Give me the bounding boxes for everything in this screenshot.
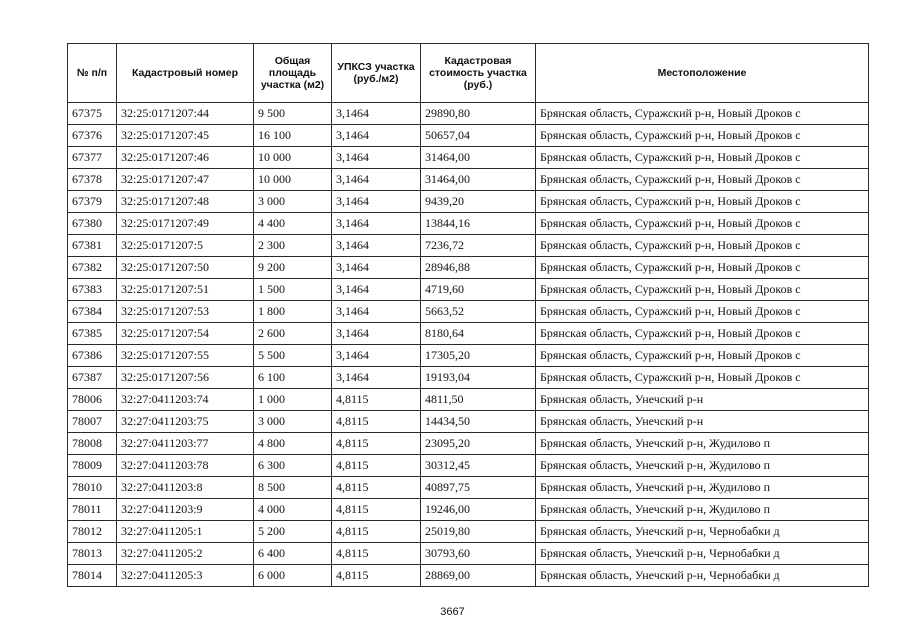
table-row [68,345,869,367]
cell-location: Брянская область, Суражский р-н, Новый Дроков с [536,235,869,257]
cell-cadastral-number: 32:27:0411203:8 [117,477,254,499]
cell-upks: 4,8115 [332,499,421,521]
cell-num: 67383 [68,279,117,301]
table-row [68,455,869,477]
cell-area: 10 000 [254,169,332,191]
cell-upks: 4,8115 [332,389,421,411]
cell-cadastral-value: 17305,20 [421,345,536,367]
cell-num: 67387 [68,367,117,389]
cell-location: Брянская область, Унечский р-н, Жудилово п [536,499,869,521]
cell-num: 67381 [68,235,117,257]
cell-area: 6 300 [254,455,332,477]
cell-num: 67382 [68,257,117,279]
page-number: 3667 [440,606,465,618]
table-row [68,213,869,235]
cell-upks: 3,1464 [332,235,421,257]
cell-num: 78011 [68,499,117,521]
cell-num: 67378 [68,169,117,191]
header-num: № п/п [68,44,117,103]
cell-upks: 4,8115 [332,433,421,455]
cell-num: 67375 [68,103,117,125]
table-row [68,279,869,301]
cell-cadastral-number: 32:27:0411203:74 [117,389,254,411]
cell-location: Брянская область, Унечский р-н, Чернобабки д [536,543,869,565]
cell-cadastral-number: 32:25:0171207:45 [117,125,254,147]
cell-cadastral-value: 19246,00 [421,499,536,521]
table-row [68,521,869,543]
cell-upks: 3,1464 [332,213,421,235]
cell-area: 9 500 [254,103,332,125]
cell-location: Брянская область, Унечский р-н, Чернобабки д [536,521,869,543]
cell-num: 67385 [68,323,117,345]
cell-num: 67384 [68,301,117,323]
table-row [68,477,869,499]
cell-cadastral-value: 40897,75 [421,477,536,499]
cell-cadastral-number: 32:25:0171207:53 [117,301,254,323]
cell-cadastral-number: 32:27:0411203:9 [117,499,254,521]
cell-upks: 3,1464 [332,323,421,345]
cell-location: Брянская область, Суражский р-н, Новый Дроков с [536,103,869,125]
cell-num: 67376 [68,125,117,147]
cell-area: 2 600 [254,323,332,345]
cell-location: Брянская область, Унечский р-н, Чернобабки д [536,565,869,587]
cell-location: Брянская область, Суражский р-н, Новый Дроков с [536,279,869,301]
table-row [68,389,869,411]
cell-cadastral-value: 8180,64 [421,323,536,345]
cell-cadastral-value: 13844,16 [421,213,536,235]
table-row [68,103,869,125]
cell-upks: 3,1464 [332,147,421,169]
cell-cadastral-value: 19193,04 [421,367,536,389]
table-row [68,565,869,587]
cell-area: 1 800 [254,301,332,323]
cell-area: 6 400 [254,543,332,565]
cell-area: 9 200 [254,257,332,279]
header-cadastral-number: Кадастровый номер [117,44,254,103]
cell-cadastral-number: 32:25:0171207:51 [117,279,254,301]
cell-cadastral-value: 4811,50 [421,389,536,411]
cell-location: Брянская область, Суражский р-н, Новый Дроков с [536,147,869,169]
cell-cadastral-value: 30793,60 [421,543,536,565]
cell-location: Брянская область, Унечский р-н [536,389,869,411]
cell-cadastral-value: 5663,52 [421,301,536,323]
header-location: Местоположение [536,44,869,103]
table-row [68,411,869,433]
cell-area: 4 400 [254,213,332,235]
cell-area: 5 500 [254,345,332,367]
cell-area: 4 000 [254,499,332,521]
cell-upks: 3,1464 [332,279,421,301]
cell-area: 2 300 [254,235,332,257]
cell-cadastral-value: 28869,00 [421,565,536,587]
cell-cadastral-value: 28946,88 [421,257,536,279]
table-row [68,499,869,521]
cell-location: Брянская область, Суражский р-н, Новый Дроков с [536,345,869,367]
cell-upks: 3,1464 [332,191,421,213]
cell-num: 78014 [68,565,117,587]
cell-num: 78007 [68,411,117,433]
cell-upks: 4,8115 [332,521,421,543]
cell-upks: 3,1464 [332,125,421,147]
cell-cadastral-value: 30312,45 [421,455,536,477]
cell-area: 5 200 [254,521,332,543]
cell-num: 67377 [68,147,117,169]
cell-location: Брянская область, Суражский р-н, Новый Дроков с [536,367,869,389]
cell-location: Брянская область, Суражский р-н, Новый Дроков с [536,169,869,191]
cell-location: Брянская область, Унечский р-н [536,411,869,433]
cell-upks: 4,8115 [332,477,421,499]
table-row [68,191,869,213]
cell-area: 1 000 [254,389,332,411]
header-cadastral-value: Кадастровая стоимость участка (руб.) [421,44,536,103]
table-row [68,323,869,345]
cell-cadastral-number: 32:25:0171207:49 [117,213,254,235]
cell-num: 78010 [68,477,117,499]
cell-cadastral-value: 25019,80 [421,521,536,543]
table-row [68,147,869,169]
cell-cadastral-number: 32:25:0171207:46 [117,147,254,169]
table-row [68,301,869,323]
cell-cadastral-value: 9439,20 [421,191,536,213]
cell-location: Брянская область, Унечский р-н, Жудилово п [536,477,869,499]
cell-upks: 3,1464 [332,169,421,191]
cell-cadastral-number: 32:27:0411203:75 [117,411,254,433]
cell-area: 3 000 [254,411,332,433]
cell-area: 4 800 [254,433,332,455]
cell-num: 78009 [68,455,117,477]
cell-cadastral-value: 23095,20 [421,433,536,455]
cell-upks: 3,1464 [332,257,421,279]
cell-cadastral-value: 50657,04 [421,125,536,147]
cell-cadastral-value: 14434,50 [421,411,536,433]
cell-cadastral-number: 32:27:0411203:77 [117,433,254,455]
cell-cadastral-number: 32:25:0171207:50 [117,257,254,279]
cell-cadastral-value: 31464,00 [421,169,536,191]
cell-location: Брянская область, Унечский р-н, Жудилово п [536,455,869,477]
header-upks: УПКСЗ участка (руб./м2) [332,44,421,103]
table-row [68,543,869,565]
cell-cadastral-number: 32:25:0171207:5 [117,235,254,257]
cell-area: 6 000 [254,565,332,587]
cell-num: 78013 [68,543,117,565]
table-row [68,433,869,455]
cell-location: Брянская область, Суражский р-н, Новый Дроков с [536,301,869,323]
header-area: Общая площадь участка (м2) [254,44,332,103]
cell-area: 1 500 [254,279,332,301]
table-body [68,103,869,587]
cell-num: 78008 [68,433,117,455]
cell-cadastral-number: 32:25:0171207:44 [117,103,254,125]
cell-location: Брянская область, Унечский р-н, Жудилово п [536,433,869,455]
cell-cadastral-number: 32:27:0411205:3 [117,565,254,587]
cell-cadastral-number: 32:27:0411203:78 [117,455,254,477]
cell-cadastral-number: 32:27:0411205:2 [117,543,254,565]
cell-location: Брянская область, Суражский р-н, Новый Дроков с [536,323,869,345]
header-row [68,44,869,103]
cell-num: 67379 [68,191,117,213]
table-row [68,367,869,389]
table-row [68,235,869,257]
cell-cadastral-number: 32:27:0411205:1 [117,521,254,543]
cell-upks: 4,8115 [332,565,421,587]
cell-upks: 3,1464 [332,301,421,323]
table-row [68,257,869,279]
cell-cadastral-value: 31464,00 [421,147,536,169]
cell-upks: 3,1464 [332,367,421,389]
table-row [68,169,869,191]
cell-cadastral-number: 32:25:0171207:47 [117,169,254,191]
cell-area: 3 000 [254,191,332,213]
cell-num: 78006 [68,389,117,411]
cell-location: Брянская область, Суражский р-н, Новый Дроков с [536,213,869,235]
cell-area: 6 100 [254,367,332,389]
cell-upks: 4,8115 [332,455,421,477]
cadastral-table [67,43,869,587]
cell-area: 16 100 [254,125,332,147]
cell-cadastral-number: 32:25:0171207:55 [117,345,254,367]
cell-upks: 3,1464 [332,345,421,367]
cell-cadastral-value: 4719,60 [421,279,536,301]
cell-cadastral-value: 7236,72 [421,235,536,257]
cell-cadastral-value: 29890,80 [421,103,536,125]
cell-location: Брянская область, Суражский р-н, Новый Дроков с [536,257,869,279]
cell-upks: 4,8115 [332,543,421,565]
cell-num: 67380 [68,213,117,235]
cell-cadastral-number: 32:25:0171207:48 [117,191,254,213]
cell-location: Брянская область, Суражский р-н, Новый Дроков с [536,191,869,213]
cell-num: 78012 [68,521,117,543]
table-row [68,125,869,147]
cell-num: 67386 [68,345,117,367]
cell-upks: 3,1464 [332,103,421,125]
cell-area: 8 500 [254,477,332,499]
cell-area: 10 000 [254,147,332,169]
cell-location: Брянская область, Суражский р-н, Новый Дроков с [536,125,869,147]
cell-cadastral-number: 32:25:0171207:54 [117,323,254,345]
cell-cadastral-number: 32:25:0171207:56 [117,367,254,389]
cell-upks: 4,8115 [332,411,421,433]
